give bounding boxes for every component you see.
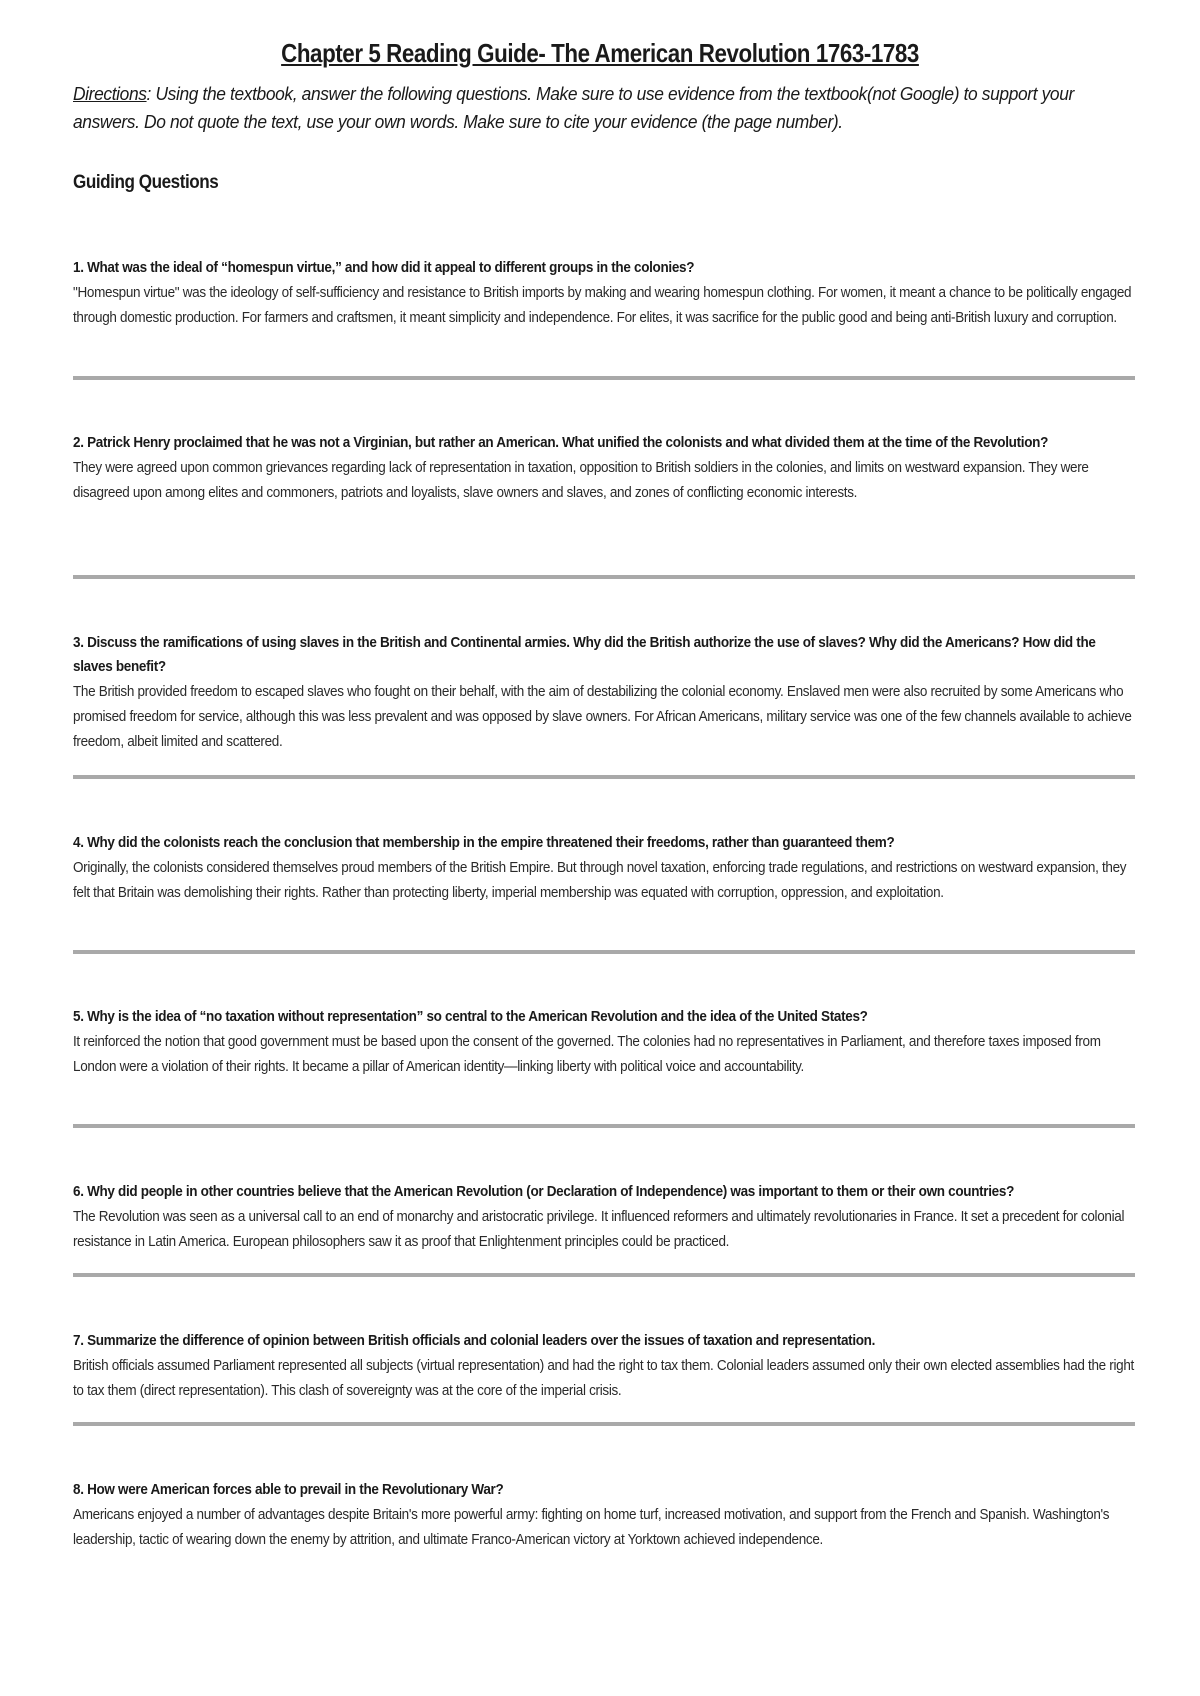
answer-text: The Revolution was seen as a universal call to an end of monarchy and aristocratic privilege. It influenced reformers and ultimately revolutionaries in France. It set a precedent for colonial resistance in Latin America. European philosophers saw it as proof that Enlightenment principles could be practiced. — [73, 1208, 1125, 1250]
question-text: 4. Why did the colonists reach the conclusion that membership in the empire threatened their freedoms, rather than guaranteed them? — [73, 834, 895, 851]
question-text: 2. Patrick Henry proclaimed that he was not a Virginian, but rather an American. What unified the colonists and what divided them at the time of the Revolution? — [73, 434, 1049, 451]
question-block-4 — [73, 831, 1135, 905]
divider — [73, 1422, 1135, 1426]
divider — [73, 1273, 1135, 1277]
question-text: 8. How were American forces able to prevail in the Revolutionary War? — [73, 1481, 504, 1498]
question-text: 6. Why did people in other countries believe that the American Revolution (or Declaration of Independence) was important to them or their own countries? — [73, 1183, 1015, 1200]
divider — [73, 775, 1135, 779]
question-text: 5. Why is the idea of “no taxation without representation” so central to the American Revolution and the idea of the United States? — [73, 1008, 868, 1025]
divider — [73, 950, 1135, 954]
divider — [73, 575, 1135, 579]
directions-label: Directions — [73, 83, 147, 104]
question-block-8 — [73, 1478, 1135, 1552]
question-block-1 — [73, 256, 1135, 330]
answer-text: They were agreed upon common grievances regarding lack of representation in taxation, opposition to British soldiers in the colonies, and limits on westward expansion. They were disagreed upon among elites and commoners, patriots and loyalists, slave owners and slaves, and zones of conflicting economic interests. — [73, 459, 1089, 501]
question-text: 7. Summarize the difference of opinion between British officials and colonial leaders over the issues of taxation and representation. — [73, 1332, 876, 1349]
directions — [73, 80, 1133, 136]
divider — [73, 376, 1135, 380]
answer-text: "Homespun virtue" was the ideology of self-sufficiency and resistance to British imports by making and wearing homespun clothing. For women, it meant a chance to be politically engaged through domestic production. For farmers and craftsmen, it meant simplicity and independence. For elites, it was sacrifice for the public good and being anti-British luxury and corruption. — [73, 284, 1132, 326]
question-text: 1. What was the ideal of “homespun virtue,” and how did it appeal to different groups in the colonies? — [73, 259, 695, 276]
question-block-7 — [73, 1329, 1135, 1403]
answer-text: Americans enjoyed a number of advantages despite Britain's more powerful army: fighting on home turf, increased motivation, and support from the French and Spanish. Washington's leadership, tactic of wearing down the enemy by attrition, and ultimate Franco-American victory at Yorktown achieved independence. — [73, 1506, 1110, 1548]
answer-text: Originally, the colonists considered themselves proud members of the British Empire. But through novel taxation, enforcing trade regulations, and restrictions on westward expansion, they felt that Britain was demolishing their rights. Rather than protecting liberty, imperial membership was equated with corruption, oppression, and exploitation. — [73, 859, 1127, 901]
directions-text: : Using the textbook, answer the following questions. Make sure to use evidence from the textbook(not Google) to support your answers. Do not quote the text, use your own words. Make sure to cite your evidence (the page number). — [73, 83, 1074, 132]
divider — [73, 1124, 1135, 1128]
question-block-3 — [73, 631, 1135, 754]
section-heading: Guiding Questions — [73, 172, 219, 193]
page-title: Chapter 5 Reading Guide- The American Revolution 1763-1783 — [281, 38, 919, 68]
answer-text: The British provided freedom to escaped slaves who fought on their behalf, with the aim of destabilizing the colonial economy. Enslaved men were also recruited by some Americans who promised freedom for service, although this was less prevalent and was opposed by slave owners. For African Americans, military service was one of the few channels available to achieve freedom, albeit limited and scattered. — [73, 683, 1132, 750]
question-block-5 — [73, 1005, 1135, 1079]
question-block-6 — [73, 1180, 1135, 1254]
answer-text: British officials assumed Parliament represented all subjects (virtual representation) and had the right to tax them. Colonial leaders assumed only their own elected assemblies had the right to tax them (direct representation). This clash of sovereignty was at the core of the imperial crisis. — [73, 1357, 1135, 1399]
question-text: 3. Discuss the ramifications of using slaves in the British and Continental armies. Why did the British authorize the use of slaves? Why did the Americans? How did the slaves benefit? — [73, 634, 1096, 675]
answer-text: It reinforced the notion that good government must be based upon the consent of the governed. The colonies had no representatives in Parliament, and therefore taxes imposed from London were a violation of their rights. It became a pillar of American identity—linking liberty with political voice and accountability. — [73, 1033, 1101, 1075]
question-block-2 — [73, 431, 1135, 505]
